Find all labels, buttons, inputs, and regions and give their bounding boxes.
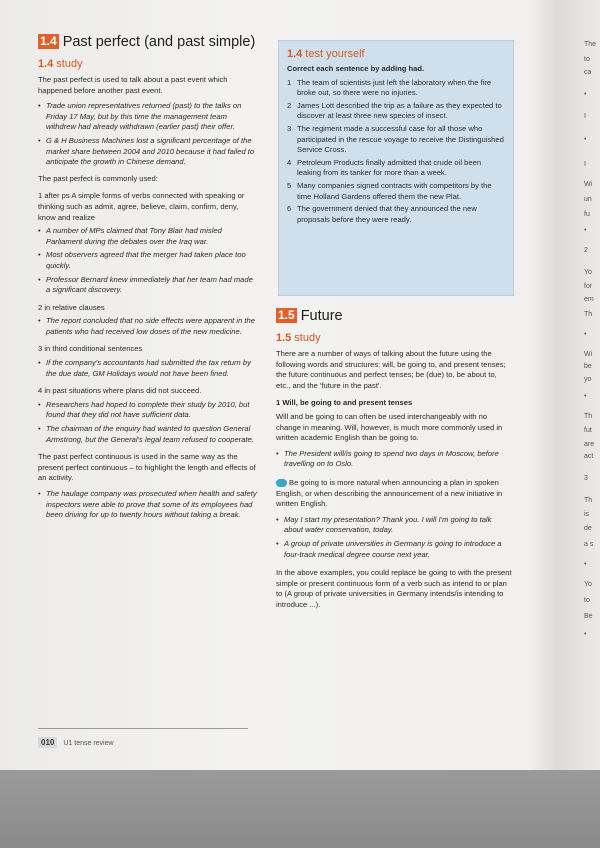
section-title-text: Past perfect (and past simple) xyxy=(62,34,256,50)
study-label: study xyxy=(56,58,83,70)
future-intro: There are a number of ways of talking about the future using the following words and structures: will, be going to, and present tenses; the future continuous and perfect tenses; be (due) to, be about to, etc., and the 'future in the past'. xyxy=(276,349,506,390)
section-title-text: Future xyxy=(300,308,343,324)
example-item: • If the company's accountants had submitted the tax return by the due date, GM Holidays would not have been fined. xyxy=(38,358,258,379)
use-heading: 1 after ps A simple forms of verbs connected with speaking or thinking such as admit, agree, believe, claim, confirm, deny, know and realize xyxy=(38,191,245,222)
edge-text-fragment: Be xyxy=(584,613,593,620)
continuous-note: The past perfect continuous is used in the same way as the present perfect continuous – to highlight the length and effects of an activity. xyxy=(38,452,256,483)
example-item: • May I start my presentation? Thank you. I will I'm going to talk about water conservation, today. xyxy=(276,515,512,536)
edge-text-fragment: be xyxy=(584,363,592,370)
right-column xyxy=(276,308,512,615)
closing-paragraph: In the above examples, you could replace be going to with the present simple or present continuous form of a verb such as intend to or plan to (A group of private universities in Germany intends/is intending to introduce ...). xyxy=(276,568,512,609)
edge-text-fragment: a s xyxy=(584,541,594,548)
page-footer xyxy=(38,732,258,746)
edge-text-fragment: I xyxy=(584,161,586,168)
use-heading: 3 in third conditional sentences xyxy=(38,344,143,354)
page-number: 010 xyxy=(38,737,57,748)
edge-text-fragment: • xyxy=(584,631,587,638)
example-item: • A number of MPs claimed that Tony Blair had misled Parliament during the debates over the Iraq war. xyxy=(38,226,258,247)
study-heading xyxy=(38,57,258,71)
intro-paragraph: The past perfect is used to talk about a past event which happened before another past event. xyxy=(38,75,228,95)
unit-label: U1 tense review xyxy=(63,740,114,747)
footer-rule xyxy=(38,728,248,729)
edge-text-fragment: Th xyxy=(584,413,593,420)
edge-text-fragment: • xyxy=(584,136,587,143)
example-item: • G & H Business Machines lost a significant percentage of the market share between 2004 and 2010 because it had failed to anticipate the growth in Chinese demand. xyxy=(38,136,258,168)
test-item: 3 The regiment made a successful case for all those who participated in the rescue voyage to receive the Distinguished Service Cross. xyxy=(287,123,504,155)
test-instruction: Correct each sentence by adding had. xyxy=(287,64,425,73)
example-item: • The President will/is going to spend two days in Moscow, before travelling on to Oslo. xyxy=(276,449,512,470)
edge-text-fragment: I xyxy=(584,113,586,120)
edge-text-fragment: • xyxy=(584,91,587,98)
example-item: • A group of private universities in Germany is going to introduce a four-track medical degree course next year. xyxy=(276,539,512,560)
speech-bubble-icon xyxy=(276,479,287,487)
edge-text-fragment: Wi xyxy=(584,351,593,358)
example-item: • Professor Bernard knew immediately that her team had made a significant discovery. xyxy=(38,275,258,296)
commonly-used-text: The past perfect is commonly used: xyxy=(38,173,158,183)
edge-text-fragment: fu xyxy=(584,211,590,218)
use-heading: 2 in relative clauses xyxy=(38,302,105,312)
edge-text-fragment: fut xyxy=(584,427,592,434)
test-item: 5 Many companies signed contracts with competitors by the time Holland Gardens offered them the new Plat. xyxy=(287,180,492,201)
scanner-background xyxy=(0,770,600,848)
left-column xyxy=(38,34,258,524)
example-item: • The haulage company was prosecuted when health and safety inspectors were able to prove that some of its employees had been driving for up to twenty hours without taking a break. xyxy=(38,489,258,521)
study-number: 1.4 xyxy=(38,58,54,70)
edge-text-fragment: em xyxy=(584,296,594,303)
edge-text-fragment: is xyxy=(584,511,590,518)
section-future-title xyxy=(276,308,512,325)
example-item: • Most observers agreed that the merger had taken place too quickly. xyxy=(38,250,258,271)
section-past-perfect-title xyxy=(38,34,258,51)
study-number: 1.5 xyxy=(276,332,292,344)
test-item: 4 Petroleum Products finally admitted that crude oil been leaking from its tanker for more than a week. xyxy=(287,157,482,178)
example-item: • The report concluded that no side effects were apparent in the patients who had received low doses of the new medicine. xyxy=(38,316,258,337)
edge-text-fragment: to xyxy=(584,597,590,604)
edge-text-fragment: • xyxy=(584,561,587,568)
edge-text-fragment: 3 xyxy=(584,475,588,482)
test-yourself-box xyxy=(278,40,514,296)
section-badge: 1.5 xyxy=(278,308,295,322)
example-item: • Trade union representatives returned (past) to the talks on Friday 17 May, but by this time the management team withdrew had already withdrawn (earlier past) their offer. xyxy=(38,101,258,133)
edge-text-fragment: are xyxy=(584,441,595,448)
edge-text-fragment: Th xyxy=(584,311,593,318)
use-heading: 4 in past situations where plans did not succeed. xyxy=(38,386,202,396)
edge-text-fragment: • xyxy=(584,393,587,400)
next-page-edge xyxy=(578,0,600,770)
test-item: 6 The government denied that they announced the new proposals before they were ready. xyxy=(287,204,477,224)
test-number: 1.4 xyxy=(287,48,303,60)
edge-text-fragment: Yo xyxy=(584,581,592,588)
edge-text-fragment: 2 xyxy=(584,247,588,254)
test-item: 2 James Lott described the trip as a failure as they expected to discover at least three new species of insect. xyxy=(287,100,502,121)
edge-text-fragment: ca xyxy=(584,69,592,76)
edge-text-fragment: to xyxy=(584,56,590,63)
edge-text-fragment: yo xyxy=(584,376,592,383)
test-label: test yourself xyxy=(305,48,365,60)
future-sub1-text: Will and be going to can often be used interchangeably with no change in meaning. Will, however, is much more commonly used in written academic English than be going to. xyxy=(276,411,503,443)
example-item: • Researchers had hoped to complete their study by 2010, but found that they did not have sufficient data. xyxy=(38,400,258,421)
test-heading xyxy=(287,47,507,61)
study-label: study xyxy=(294,332,321,344)
edge-text-fragment: act xyxy=(584,453,594,460)
edge-text-fragment: Yo xyxy=(584,269,592,276)
edge-text-fragment: un xyxy=(584,196,592,203)
edge-text-fragment: for xyxy=(584,283,593,290)
edge-text-fragment: • xyxy=(584,331,587,338)
test-content xyxy=(287,47,507,227)
edge-text-fragment: Wi xyxy=(584,181,593,188)
edge-text-fragment: The xyxy=(584,41,597,48)
test-item: 1 The team of scientists just left the laboratory when the fire broke out, so there were no injuries. xyxy=(287,77,492,98)
future-subheading: 1 Will, be going to and present tenses xyxy=(276,398,413,408)
going-to-note: Be going to is more natural when announcing a plan in spoken English, or when describing the announcement of a new initiative in written English. xyxy=(276,477,503,509)
edge-text-fragment: Th xyxy=(584,497,593,504)
study-heading xyxy=(276,331,512,345)
edge-text-fragment: • xyxy=(584,227,587,234)
example-item: • The chairman of the enquiry had wanted to question General Armstrong, but the General's legal team refused to cooperate. xyxy=(38,424,258,445)
edge-text-fragment: de xyxy=(584,525,592,532)
section-badge: 1.4 xyxy=(40,34,57,48)
